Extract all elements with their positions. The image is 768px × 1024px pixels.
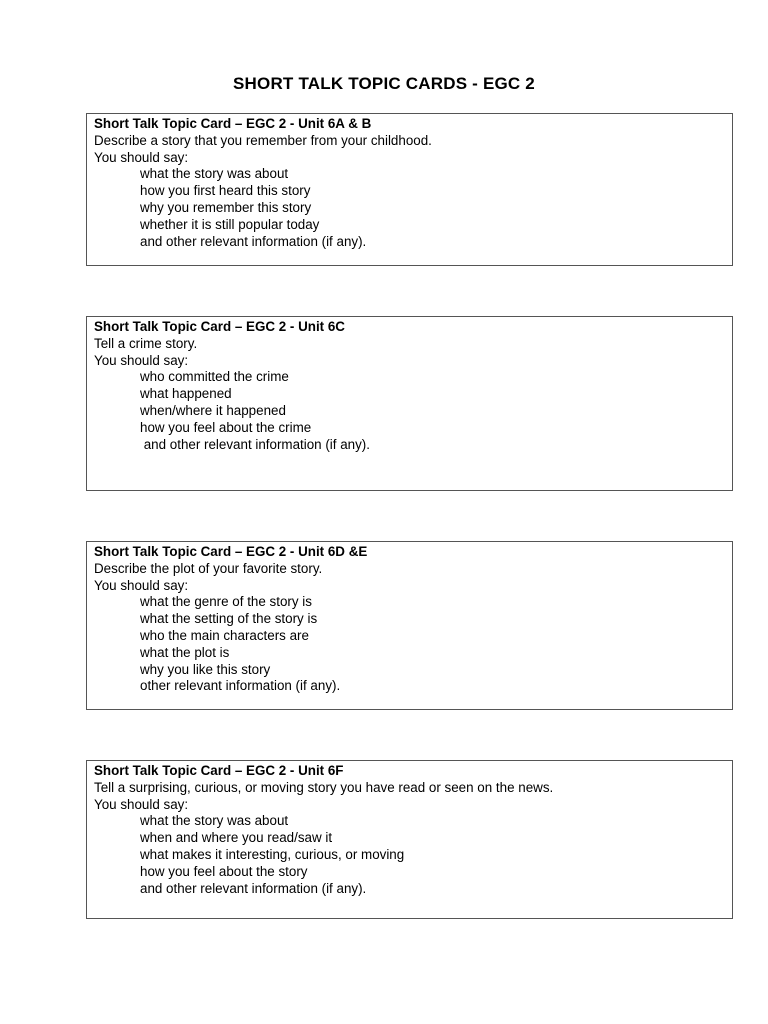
card-heading: Short Talk Topic Card – EGC 2 - Unit 6D &E bbox=[94, 544, 368, 559]
card-point: what the plot is bbox=[140, 644, 230, 660]
topic-card-unit-6a-b bbox=[86, 113, 733, 266]
card-point: other relevant information (if any). bbox=[140, 678, 341, 694]
topic-card-unit-6f bbox=[86, 760, 733, 919]
card-point: how you feel about the story bbox=[140, 863, 308, 879]
card-prompt: Describe a story that you remember from your childhood. bbox=[94, 132, 432, 148]
card-point: who the main characters are bbox=[140, 627, 309, 643]
card-points-list bbox=[94, 594, 725, 695]
card-point: when/where it happened bbox=[140, 402, 286, 418]
card-point: and other relevant information (if any). bbox=[140, 880, 367, 896]
card-point: how you feel about the crime bbox=[140, 419, 312, 435]
card-point: why you like this story bbox=[140, 661, 271, 677]
card-point: and other relevant information (if any). bbox=[140, 233, 367, 249]
card-you-should-say: You should say: bbox=[94, 796, 189, 812]
card-points-list bbox=[94, 813, 725, 897]
card-heading: Short Talk Topic Card – EGC 2 - Unit 6F bbox=[94, 763, 344, 778]
topic-card-unit-6d-e bbox=[86, 541, 733, 710]
card-point: why you remember this story bbox=[140, 199, 312, 215]
card-point: whether it is still popular today bbox=[140, 216, 320, 232]
card-you-should-say: You should say: bbox=[94, 577, 189, 593]
card-point: what makes it interesting, curious, or moving bbox=[140, 846, 405, 862]
card-points-list bbox=[94, 166, 725, 250]
card-point: what the story was about bbox=[140, 166, 289, 182]
card-point: what the setting of the story is bbox=[140, 611, 318, 627]
card-point: what happened bbox=[140, 386, 232, 402]
card-prompt: Tell a crime story. bbox=[94, 335, 198, 351]
card-prompt: Describe the plot of your favorite story. bbox=[94, 560, 323, 576]
card-heading: Short Talk Topic Card – EGC 2 - Unit 6A & B bbox=[94, 116, 372, 131]
topic-card-unit-6c bbox=[86, 316, 733, 491]
card-point: what the genre of the story is bbox=[140, 594, 312, 610]
card-you-should-say: You should say: bbox=[94, 352, 189, 368]
card-point: how you first heard this story bbox=[140, 183, 311, 199]
card-points-list bbox=[94, 369, 725, 453]
card-point: who committed the crime bbox=[140, 369, 289, 385]
card-prompt: Tell a surprising, curious, or moving story you have read or seen on the news. bbox=[94, 779, 554, 795]
page-title: SHORT TALK TOPIC CARDS - EGC 2 bbox=[233, 74, 535, 93]
card-point: and other relevant information (if any). bbox=[140, 436, 370, 452]
card-point: when and where you read/saw it bbox=[140, 830, 333, 846]
card-heading: Short Talk Topic Card – EGC 2 - Unit 6C bbox=[94, 319, 345, 334]
card-you-should-say: You should say: bbox=[94, 149, 189, 165]
card-point: what the story was about bbox=[140, 813, 289, 829]
